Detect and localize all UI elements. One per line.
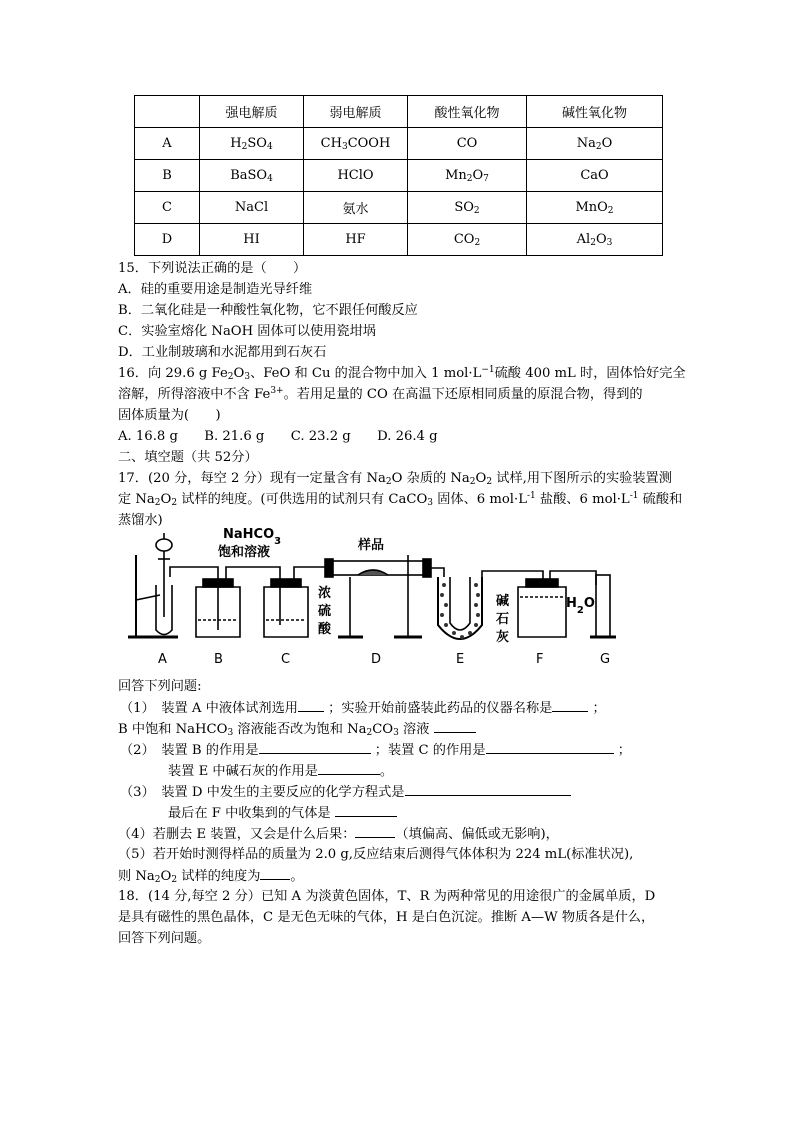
q17-part4 xyxy=(118,823,683,844)
q17-p2-text-d: 装置 E 中碱石灰的作用是 xyxy=(168,764,318,779)
q17-p3-text-a: （3） 装置 D 中发生的主要反应的化学方程式是 xyxy=(120,785,405,800)
table-cell: $Al_2O_3$ xyxy=(527,224,663,256)
classification-table xyxy=(134,95,663,256)
q17-line2: 定 $Na_2O_2$ 试样的纯度。(可供选用的试剂只有 CaCO$_3$ 固体、6 $mol\cdot L^{-1}$ 盐酸、6 $mol\cdot L^{-1}$ 硫酸和 xyxy=(118,491,683,508)
table-cell: HClO xyxy=(304,160,408,192)
letter-b: B xyxy=(214,652,223,667)
table-cell: CaO xyxy=(527,160,663,192)
letter-e: E xyxy=(456,652,465,667)
table-cell: HI xyxy=(200,224,304,256)
section-title: 二、填空题（共 52分） xyxy=(118,450,258,465)
letter-f: F xyxy=(536,652,544,667)
answer-blank[interactable] xyxy=(259,739,371,754)
separatory-funnel xyxy=(156,539,172,551)
stopper-f xyxy=(526,579,558,587)
tube-end-right xyxy=(423,559,431,577)
q17-p1-text-a: （1） 装置 A 中液体试剂选用 xyxy=(120,701,298,716)
tube-d-e xyxy=(431,568,444,577)
q18-line2: 是具有磁性的黑色晶体，C 是无色无味的气体，H 是白色沉淀。推断 A—W 物质各是什么， xyxy=(118,910,655,925)
bottle-f xyxy=(518,587,566,637)
q15-stem: 15．下列说法正确的是（ ） xyxy=(118,261,307,276)
table-cell: BaSO$_4$ xyxy=(200,160,304,192)
q16-options: A. 16.8 g B. 21.6 g C. 23.2 g D. 26.4 g xyxy=(118,429,438,444)
q17-part3 xyxy=(118,781,683,802)
table-header: 碱性氧化物 xyxy=(527,96,663,128)
q15-option-d: D．工业制玻璃和水泥都用到石灰石 xyxy=(118,345,327,360)
q17-part3-b xyxy=(118,802,683,823)
label-sample: 样品 xyxy=(358,538,385,553)
table-header: 强电解质 xyxy=(200,96,304,128)
answer-blank[interactable] xyxy=(552,697,588,712)
answer-blank[interactable] xyxy=(335,802,397,817)
q17-part5: （5）若开始时测得样品的质量为 2.0 g,反应结束后测得气体体积为 224 mL(标准状况), xyxy=(118,847,634,862)
table-row xyxy=(135,160,663,192)
label-soda-3: 灰 xyxy=(496,630,510,645)
row-label: A xyxy=(135,128,200,160)
row-label: D xyxy=(135,224,200,256)
table-cell: $H_2SO_4$ xyxy=(200,128,304,160)
apparatus-diagram xyxy=(118,525,638,675)
table-cell: 氨水 xyxy=(304,192,408,224)
label-saturated-solution: 饱和溶液 xyxy=(218,545,271,560)
table-header: 弱电解质 xyxy=(304,96,408,128)
q16-line1: 16．向 29.6 g $Fe_2O_3$、FeO 和 Cu 的混合物中加入 1 $mol\cdot L^{-1}$硫酸 400 mL 时，固体恰好完全 xyxy=(118,365,686,382)
q17-p1-text-d: B 中饱和 NaHCO$_3$ 溶液能否改为饱和 $Na_2CO_3$ 溶液 xyxy=(118,722,430,738)
q15-option-b: B．二氧化硅是一种酸性氧化物，它不跟任何酸反应 xyxy=(118,303,418,318)
table-cell: MnO$_2$ xyxy=(527,192,663,224)
letter-g: G xyxy=(600,652,611,667)
q17-part2-b xyxy=(118,760,683,781)
sample-powder xyxy=(358,570,388,575)
u-tube-inner xyxy=(450,577,470,630)
stopper-c xyxy=(271,579,301,587)
q18-line3: 回答下列问题。 xyxy=(118,931,211,946)
answer-blank[interactable] xyxy=(318,760,380,775)
answer-intro: 回答下列问题: xyxy=(118,679,202,694)
answer-blank[interactable] xyxy=(405,781,571,796)
table-cell: $CO_2$ xyxy=(408,224,527,256)
label-conc-2: 硫 xyxy=(318,604,332,619)
q17-p4-text-b: （填偏高、偏低或无影响)， xyxy=(395,827,559,842)
row-label: B xyxy=(135,160,200,192)
q17-part1 xyxy=(118,697,683,718)
table-row xyxy=(135,128,663,160)
q17-answers xyxy=(118,676,683,949)
q17-p2-text-c: ； xyxy=(617,743,631,758)
tube-end-left xyxy=(325,559,333,577)
label-soda-1: 碱 xyxy=(496,594,510,609)
letter-a: A xyxy=(158,652,167,667)
label-conc-3: 酸 xyxy=(318,622,332,637)
q16-line2: 溶解，所得溶液中不含 $Fe^{3+}$。若用足量的 CO 在高温下还原相同质量的原混合物，得到的 xyxy=(118,386,643,402)
table-row xyxy=(135,192,663,224)
q17-p2-text-a: （2） 装置 B 的作用是 xyxy=(120,743,259,758)
q18-line1: 18．(14 分,每空 2 分）已知 A 为淡黄色固体，T、R 为两种常见的用途很广的金属单质，D xyxy=(118,889,656,904)
label-water: $H_2O$ xyxy=(566,596,595,616)
q15-option-c: C．实验室熔化 NaOH 固体可以使用瓷坩埚 xyxy=(118,324,376,339)
answer-blank[interactable] xyxy=(434,718,476,733)
label-soda-2: 石 xyxy=(496,612,510,627)
table-cell: NaCl xyxy=(200,192,304,224)
q15-option-a: A．硅的重要用途是制造光导纤维 xyxy=(118,282,313,297)
q17-p4-text-a: （4）若删去 E 装置，又会是什么后果： xyxy=(118,827,356,842)
q17-p1-text-c: ； xyxy=(592,701,606,716)
q17-p3-text-b: 最后在 F 中收集到的气体是 xyxy=(168,806,331,821)
answer-blank[interactable] xyxy=(260,865,290,880)
table-cell: $Mn_2O_7$ xyxy=(408,160,527,192)
table-header-row xyxy=(135,96,663,128)
answer-blank[interactable] xyxy=(486,739,614,754)
row-label: C xyxy=(135,192,200,224)
bottle-c xyxy=(264,587,308,637)
label-nahco3: NaHCO$_3$ xyxy=(223,527,282,547)
table-cell: $CH_3COOH$ xyxy=(304,128,408,160)
label-conc-1: 浓 xyxy=(318,586,332,601)
letter-d: D xyxy=(371,652,382,667)
tube-c-d xyxy=(294,567,328,579)
table-cell: $SO_2$ xyxy=(408,192,527,224)
q17-part5-b xyxy=(118,865,683,886)
graduated-cylinder-g xyxy=(596,575,610,637)
tube-b-c xyxy=(226,567,280,625)
table-row xyxy=(135,224,663,256)
table-cell: HF xyxy=(304,224,408,256)
q17-part1-b xyxy=(118,718,683,739)
questions-15-17-intro xyxy=(118,258,686,531)
q17-part2 xyxy=(118,739,683,760)
table-cell: CO xyxy=(408,128,527,160)
q17-line3: 蒸馏水) xyxy=(118,513,163,528)
table-header: 酸性氧化物 xyxy=(408,96,527,128)
q17-p1-text-b: ；实验开始前盛装此药品的仪器名称是 xyxy=(328,701,553,716)
table-cell: $Na_2O$ xyxy=(527,128,663,160)
q16-line3: 固体质量为( ) xyxy=(118,408,221,423)
q17-p2-text-b: ；装置 C 的作用是 xyxy=(374,743,486,758)
answer-blank[interactable] xyxy=(298,697,324,712)
q17-line1: 17．(20 分，每空 2 分）现有一定量含有 $Na_2O$ 杂质的 $Na_2O_2$ 试样,用下图所示的实验装置测 xyxy=(118,471,672,487)
letter-c: C xyxy=(281,652,291,667)
q17-p5-text-c: 。 xyxy=(290,869,304,884)
table-header xyxy=(135,96,200,128)
q17-p2-text-e: 。 xyxy=(379,764,394,779)
answer-blank[interactable] xyxy=(355,823,395,838)
q17-p5-text-b: 则 $Na_2O_2$ 试样的纯度为 xyxy=(118,869,261,885)
